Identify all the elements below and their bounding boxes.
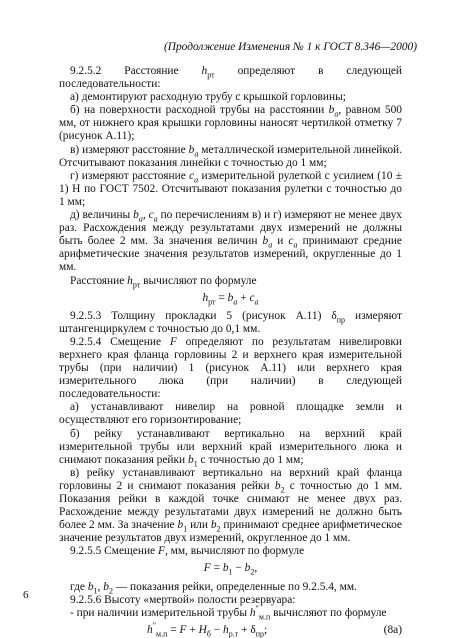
step-4a: а) устанавливают нивелир на ровной площадке земли и осуществляют его горизонтирование;	[59, 401, 402, 427]
paragraph-9-2-5-5: 9.2.5.5 Смещение F, мм, вычисляют по формуле	[70, 545, 305, 558]
paragraph-9-2-5-6: 9.2.5.6 Высоту «мертвой» полости резервуара:	[70, 593, 296, 606]
step-a: а) демонтируют расходную трубу с крышкой горловины;	[70, 91, 346, 104]
step-b: б) на поверхности расходной трубы на расстоянии $b_a$, равном 500 мм, от нижнего края крышки горловины наносят чертилкой отметку 7 (рисунок А.11);	[59, 104, 402, 143]
paragraph-9-2-5-3: 9.2.5.3 Толщину прокладки 5 (рисунок А.11) $\delta_{пр}$ измеряют штангенциркулем с точностью до 0,1 мм.	[59, 309, 402, 335]
page-number: 6	[23, 589, 29, 601]
formula-h-rt: $h_{рт} = b_a + c_a$	[202, 291, 259, 306]
page-header: (Продолжение Изменения № 1 к ГОСТ 8.346—2000)	[163, 41, 417, 53]
paragraph-9-2-5-4: 9.2.5.4 Смещение F определяют по результатам нивелировки верхнего края фланца горловины 2 и верхнего края измерительной трубы (при наличии) 1 (рисунок А.11) или верхнего края измерительного люка (при наличии) в следующей последовательности:	[59, 335, 402, 401]
paragraph-9-2-5-2: 9.2.5.2 Расстояние $h_{рт}$ определяют в следующей последовательности:	[59, 65, 402, 91]
distance-intro: Расстояние $h_{рт}$ вычисляют по формуле	[70, 274, 257, 289]
dead-height-intro: - при наличии измерительной трубы $h''_{м.п}$ вычисляют по формуле	[70, 603, 387, 622]
equation-number: (8а)	[383, 623, 402, 636]
step-4v: в) рейку устанавливают вертикально на верхний край фланца горловины 2 и снимают показания рейки $b_2$ с точностью до 1 мм. Показания рейки в каждой точке снимают не менее двух раз. Расхождение между результатами двух измерений не должно быть более 2 мм. За значение $b_1$ или $b_2$ принимают среднее арифметическое значение результатов двух измерений, округленное до 1 мм.	[59, 466, 402, 545]
step-d: д) величины $b_a$, $c_a$ по перечислениям в) и г) измеряют не менее двух раз. Расхождения между результатами двух измерений не должны быть более 2 мм. За значения величин $b_a$ и $c_a$ принимают средние арифметические значения результатов измерений, округленные до 1 мм.	[59, 209, 402, 274]
where-clause: где $b_1$, $b_2$ — показания рейки, определенные по 9.2.5.4, мм.	[70, 580, 357, 595]
step-4b: б) рейку устанавливают вертикально на верхний край измерительной трубы или верхний край измерительного люка и снимают показания рейки $b_1$ с точностью до 1 мм;	[59, 427, 402, 468]
formula-8a: $h''_{м.п} = F + H_б - h_{р.т} + \delta_{пр}$; (8а)	[147, 621, 402, 638]
document-body	[59, 65, 402, 637]
step-v: в) измеряют расстояние $b_a$ металлической измерительной линейкой. Отсчитывают показания линейки с точностью до 1 мм;	[59, 143, 402, 169]
formula-F: $F = b_1 - b_2$,	[203, 562, 258, 577]
step-g: г) измеряют расстояние $c_a$ измерительной рулеткой с усилием (10 ± 1) Н по ГОСТ 7502. Отсчитывают показания рулетки с точностью до 1 мм;	[59, 169, 402, 208]
